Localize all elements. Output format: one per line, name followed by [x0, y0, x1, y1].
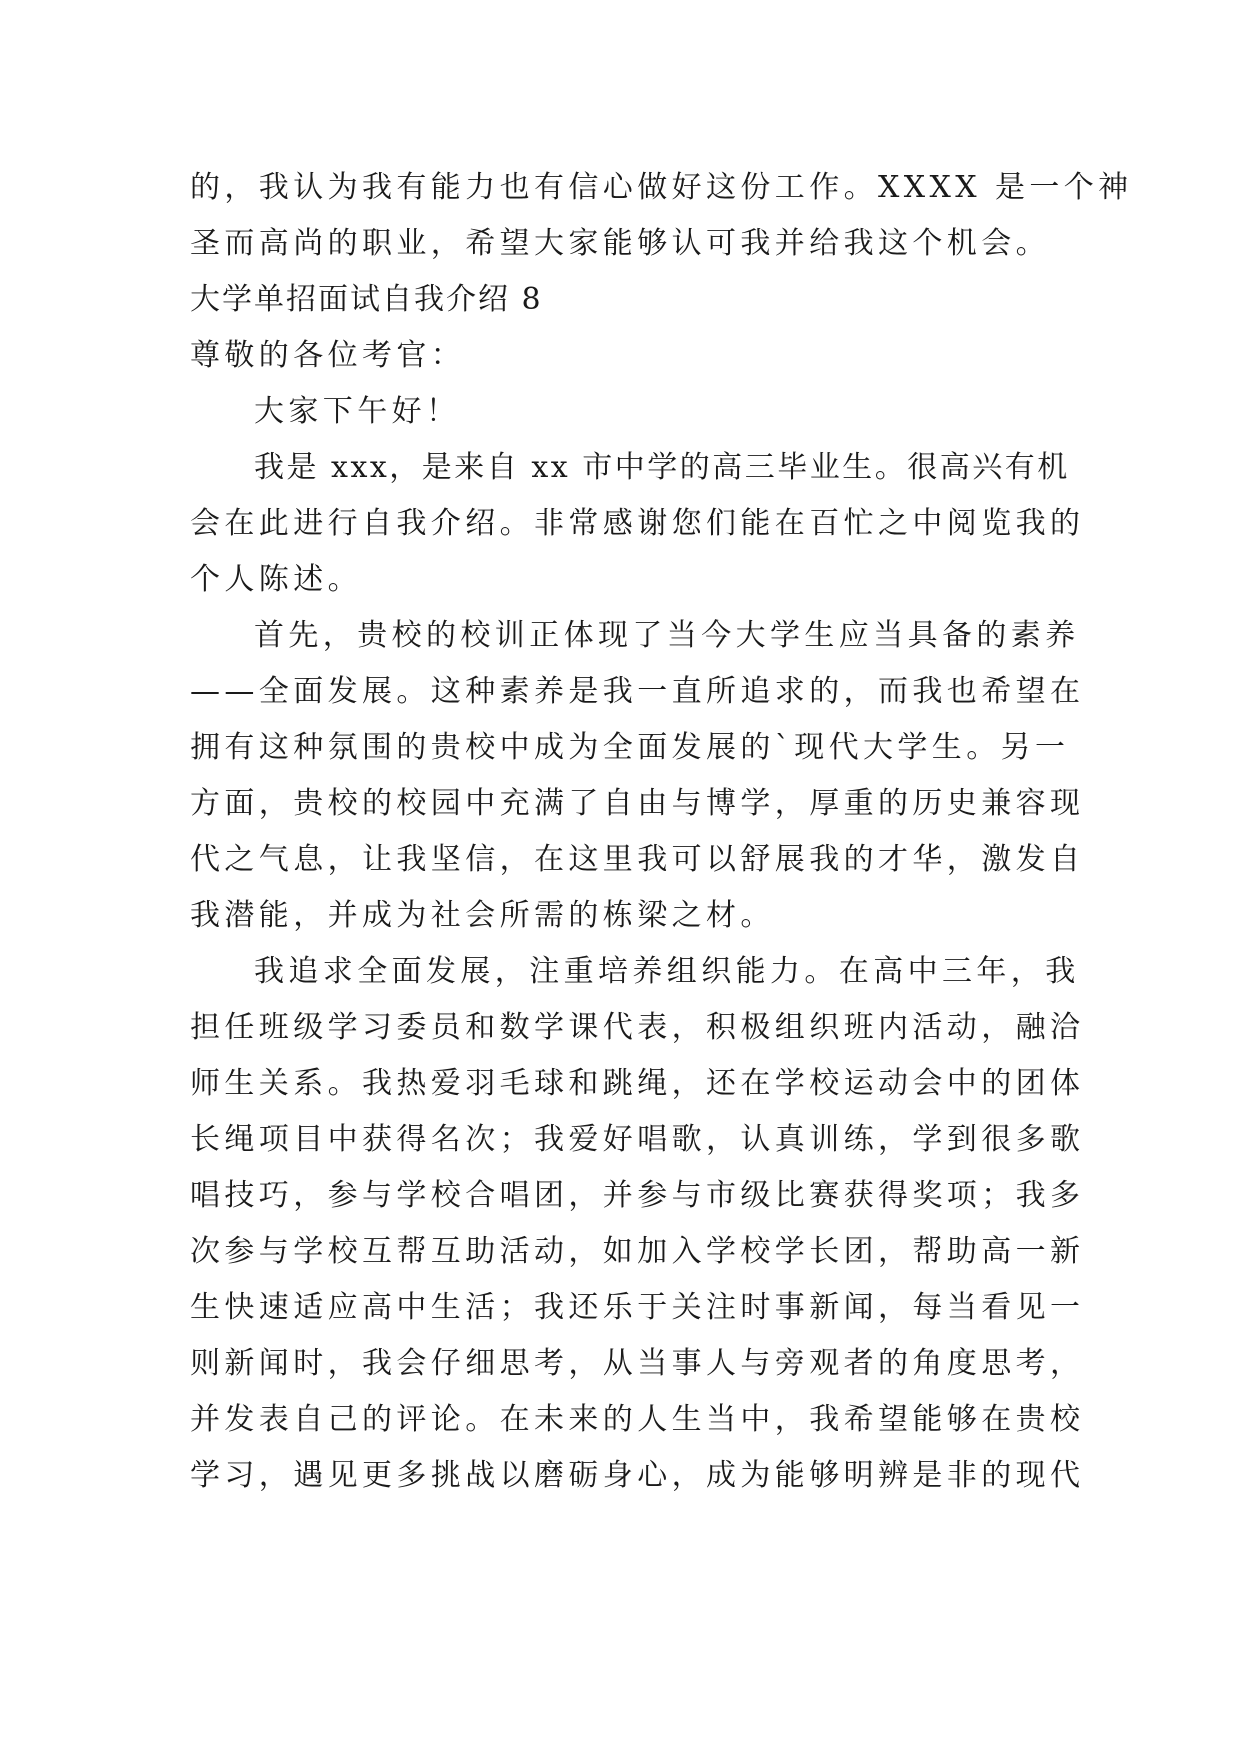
text-line: 并发表自己的评论。在未来的人生当中，我希望能够在贵校: [190, 1402, 1085, 1437]
document-body: [190, 160, 1133, 1504]
text-line: 唱技巧，参与学校合唱团，并参与市级比赛获得奖项；我多: [190, 1178, 1085, 1213]
text-line: 代之气息，让我坚信，在这里我可以舒展我的才华，激发自: [190, 842, 1085, 877]
text-line: 长绳项目中获得名次；我爱好唱歌，认真训练，学到很多歌: [190, 1122, 1085, 1157]
text-line: 的，我认为我有能力也有信心做好这份工作。XXXX 是一个神: [190, 170, 1133, 205]
text-line: 方面，贵校的校园中充满了自由与博学，厚重的历史兼容现: [190, 786, 1085, 821]
section-heading: 大学单招面试自我介绍 8: [190, 282, 543, 317]
text-line: 个人陈述。: [190, 562, 362, 597]
text-line: 拥有这种氛围的贵校中成为全面发展的`现代大学生。另一: [190, 730, 1070, 765]
salutation: 尊敬的各位考官：: [190, 338, 466, 373]
text-line: 师生关系。我热爱羽毛球和跳绳，还在学校运动会中的团体: [190, 1066, 1085, 1101]
text-line: 圣而高尚的职业，希望大家能够认可我并给我这个机会。: [190, 226, 1050, 261]
text-line: 担任班级学习委员和数学课代表，积极组织班内活动，融洽: [190, 1010, 1085, 1045]
greeting: 大家下午好！: [254, 394, 461, 429]
text-line: 则新闻时，我会仔细思考，从当事人与旁观者的角度思考，: [190, 1346, 1085, 1381]
text-line: 我追求全面发展，注重培养组织能力。在高中三年，我: [254, 954, 1080, 989]
text-line: 我潜能，并成为社会所需的栋梁之材。: [190, 898, 775, 933]
text-line: 首先，贵校的校训正体现了当今大学生应当具备的素养: [254, 618, 1080, 653]
text-line: 次参与学校互帮互助活动，如加入学校学长团，帮助高一新: [190, 1234, 1085, 1269]
text-line: 我是 xxx，是来自 xx 市中学的高三毕业生。很高兴有机: [254, 450, 1070, 485]
text-line: 会在此进行自我介绍。非常感谢您们能在百忙之中阅览我的: [190, 506, 1085, 541]
text-line: 学习，遇见更多挑战以磨砺身心，成为能够明辨是非的现代: [190, 1458, 1085, 1493]
text-line: ——全面发展。这种素养是我一直所追求的，而我也希望在: [190, 674, 1085, 709]
text-line: 生快速适应高中生活；我还乐于关注时事新闻，每当看见一: [190, 1290, 1085, 1325]
